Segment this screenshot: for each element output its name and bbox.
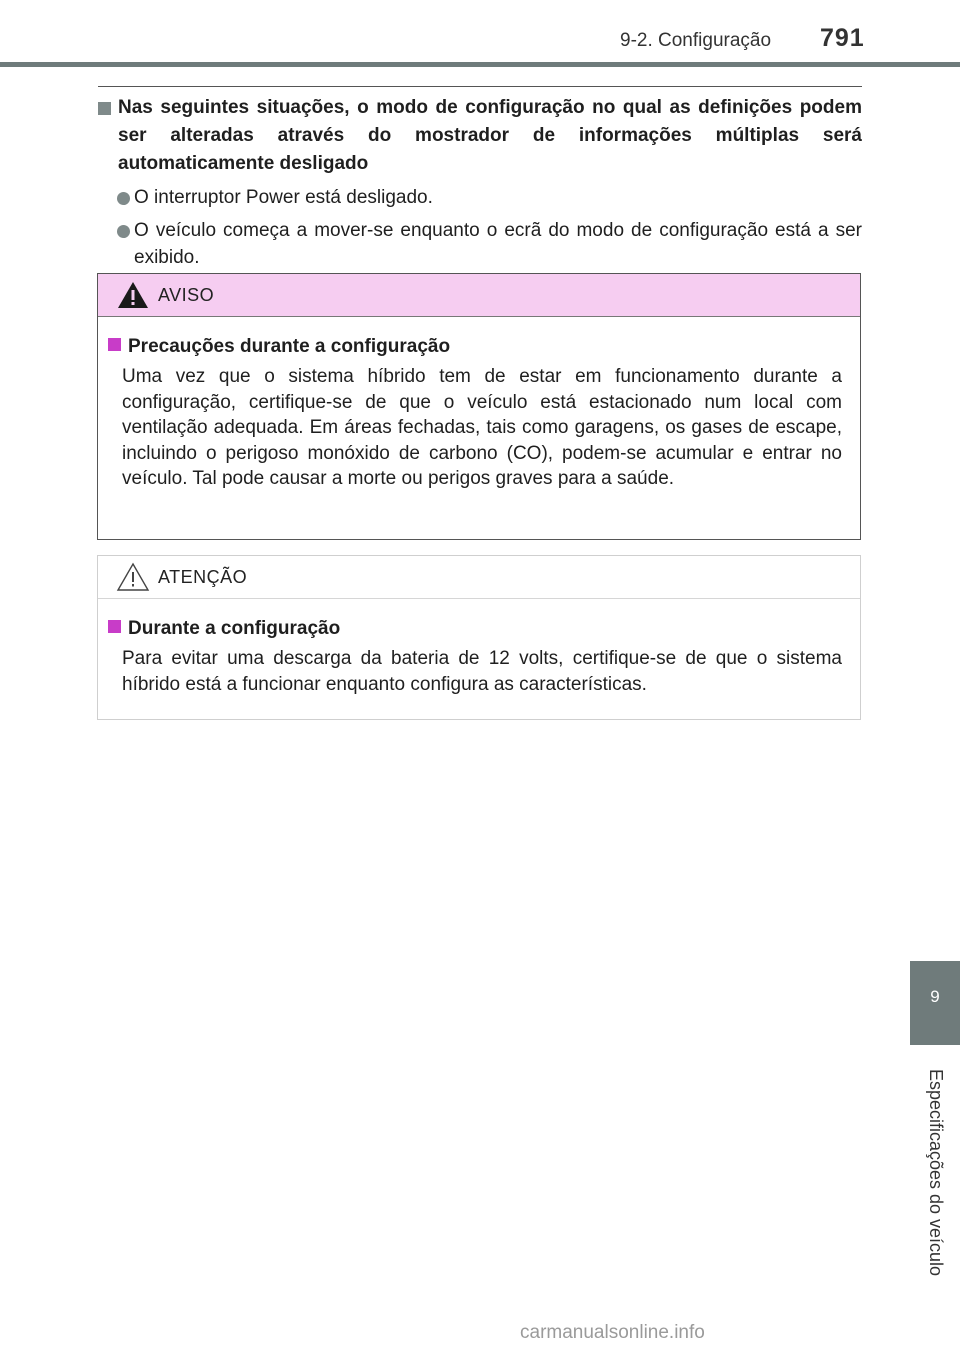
main-heading-text: Nas seguintes situações, o modo de configuração no qual as definições podem ser alteradas através do mostrador de informações múltiplas será automaticamente desligado [118,97,862,174]
list-item [98,184,862,211]
chapter-tab[interactable]: 9 [910,961,960,1045]
warning-heading-text: Precauções durante a configuração [128,336,451,357]
list-item [98,217,862,271]
warning-heading [106,333,842,361]
caution-box [97,555,861,720]
main-heading [98,94,862,178]
chapter-label [911,1052,960,1292]
header-rule [0,62,960,67]
caution-header [98,556,860,599]
chapter-label-text: Especificações do veículo [926,1068,947,1276]
section-rule [98,86,862,87]
round-bullet-icon [117,225,130,238]
square-bullet-icon [108,620,121,633]
caution-heading [106,615,842,643]
caution-heading-text: Durante a configuração [128,618,341,639]
watermark: carmanualsonline.info [520,1322,705,1343]
square-bullet-icon [108,338,121,351]
caution-title: ATENÇÃO [158,567,248,587]
square-bullet-icon [98,102,111,115]
warning-box [97,273,861,540]
list-item-text: O veículo começa a mover-se enquanto o ecrã do modo de configuração está a ser exibido. [134,220,862,268]
section-title: 9-2. Configuração [620,30,772,51]
main-content [98,94,862,271]
page-number: 791 [820,24,865,52]
caution-triangle-icon [116,562,150,592]
warning-body [98,317,860,492]
warning-text: Uma vez que o sistema híbrido tem de estar em funcionamento durante a configuração, certifique-se de que o veículo está estacionado num local com ventilação adequada. Em áreas fechadas, tais como garagens, os gases de escape, incluindo o perigoso monóxido de carbono (CO), podem-se acumular e entrar no veículo. Tal pode causar a morte ou perigos graves para a saúde. [122,366,842,489]
warning-triangle-icon [116,280,150,310]
list-item-text: O interruptor Power está desligado. [134,187,433,208]
caution-text: Para evitar uma descarga da bateria de 12 volts, certifique-se de que o sistema híbrido está a funcionar enquanto configura as características. [122,648,842,695]
warning-header [98,274,860,317]
caution-body [98,599,860,697]
round-bullet-icon [117,192,130,205]
warning-title: AVISO [158,285,215,305]
